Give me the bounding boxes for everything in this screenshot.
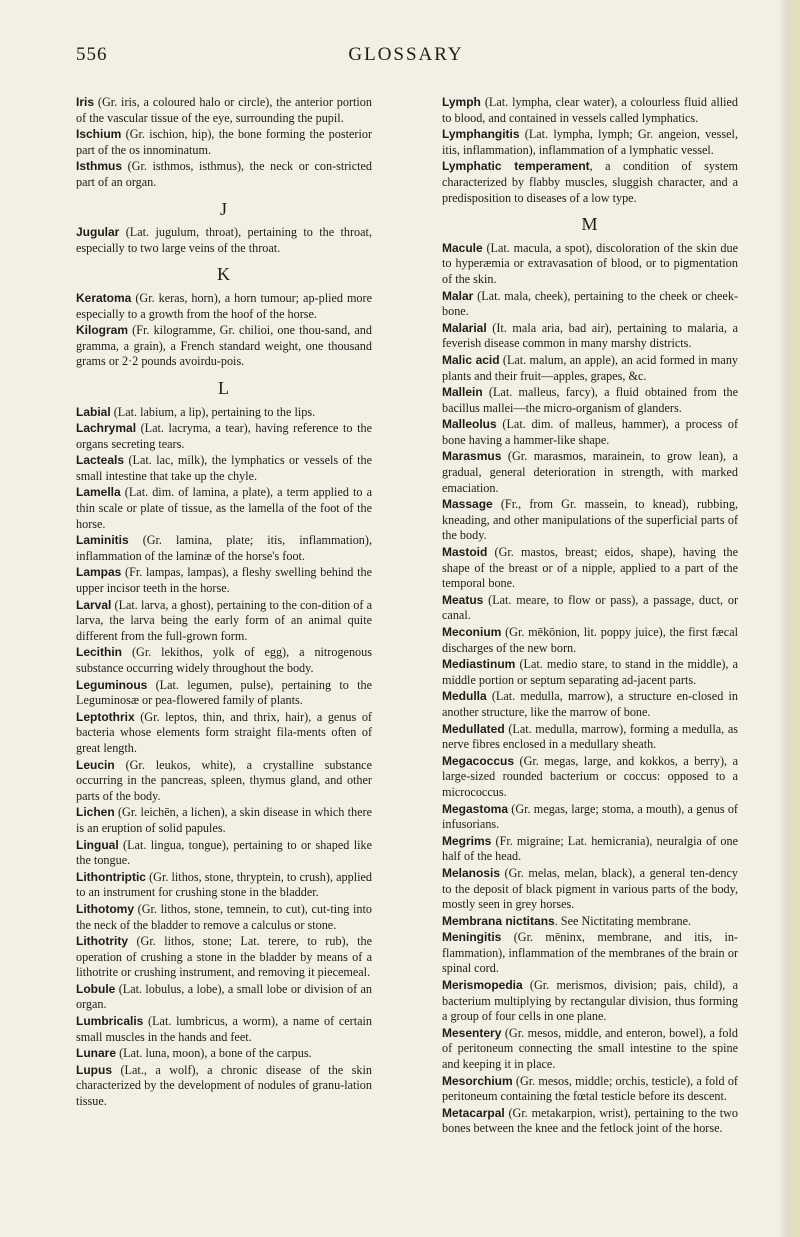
entry-term: Megrims bbox=[442, 833, 492, 848]
glossary-entry bbox=[76, 710, 372, 757]
glossary-entry bbox=[442, 1106, 738, 1137]
entry-term: Lacteals bbox=[76, 453, 125, 468]
glossary-entry bbox=[76, 870, 372, 901]
entry-term: Lingual bbox=[76, 837, 119, 852]
entry-definition: (Gr. megas, large, and kokkos, a berry), a large-sized rounded bacterium or coccus: opposed to a micrococcus. bbox=[442, 753, 738, 799]
entry-term: Leguminous bbox=[76, 677, 148, 692]
entry-definition: (Lat. malleus, farcy), a fluid obtained from the bacillus mallei—the micro-organism of glanders. bbox=[442, 385, 738, 415]
entry-definition: (Lat. legumen, pulse), pertaining to the Leguminosæ or pea-flowered family of plants. bbox=[76, 677, 372, 708]
glossary-entry bbox=[442, 159, 738, 206]
glossary-entry bbox=[76, 225, 372, 256]
entry-term: Ischium bbox=[76, 127, 122, 142]
entry-definition: (Lat. lympha, clear water), a colourless fluid allied to blood, and contained in vessels called lymphatics. bbox=[442, 95, 738, 125]
glossary-entry bbox=[442, 385, 738, 416]
entry-definition: (Gr. merismos, division; pais, child), a bacterium multiplying by rectangular division, thus forming a group of four cells in one plane. bbox=[442, 978, 738, 1024]
entry-term: Lithotomy bbox=[76, 901, 134, 916]
entry-term: Meconium bbox=[442, 625, 502, 639]
left-column bbox=[76, 95, 372, 1111]
entry-term: Larval bbox=[76, 597, 112, 612]
glossary-entry bbox=[76, 405, 372, 421]
entry-definition: (Gr. mēninx, membrane, and itis, in-flammation), inflammation of the membranes of the brain or spinal cord. bbox=[442, 930, 738, 976]
glossary-entry bbox=[76, 934, 372, 981]
entry-term: Marasmus bbox=[442, 449, 502, 464]
entry-definition: (Lat. lobulus, a lobe), a small lobe or division of an organ. bbox=[76, 981, 372, 1012]
entry-term: Lunare bbox=[76, 1046, 117, 1061]
glossary-entry bbox=[76, 838, 372, 869]
entry-term: Kilogram bbox=[76, 323, 129, 338]
page-title: GLOSSARY bbox=[348, 44, 464, 65]
entry-definition: (Lat. mala, cheek), pertaining to the cheek or cheek-bone. bbox=[442, 288, 738, 319]
entry-definition: (Lat. medio stare, to stand in the middle), a middle portion or septum separating ad-jacent parts. bbox=[442, 657, 738, 687]
entry-definition: (Lat. lacryma, a tear), having reference to the organs secreting tears. bbox=[76, 421, 372, 451]
entry-definition: (Gr. mesos, middle; orchis, testicle), a fold of peritoneum containing the fœtal testicle before its descent. bbox=[442, 1073, 738, 1104]
entry-definition: (Gr. keras, horn), a horn tumour; ap-plied more especially to a growth from the hoof of the horse. bbox=[76, 290, 372, 321]
entry-term: Iris bbox=[76, 95, 95, 109]
entry-definition: (Lat., a wolf), a chronic disease of the skin characterized by the development of nodules of granu-lation tissue. bbox=[76, 1062, 372, 1109]
glossary-entry bbox=[442, 657, 738, 688]
entry-definition: (Lat. meare, to flow or pass), a passage, duct, or canal. bbox=[442, 592, 738, 623]
glossary-entry bbox=[76, 1014, 372, 1045]
section-letter: K bbox=[217, 264, 231, 285]
glossary-entry bbox=[442, 449, 738, 496]
entry-term: Leptothrix bbox=[76, 709, 135, 724]
entry-term: Lymphatic temperament bbox=[442, 159, 590, 174]
entry-term: Metacarpal bbox=[442, 1105, 505, 1120]
glossary-entry bbox=[76, 533, 372, 564]
glossary-entry bbox=[76, 758, 372, 805]
entry-definition: (Gr. lithos, stone; Lat. terere, to rub), the operation of crushing a stone in the bladder by means of a lithotrite or crushing instrument, and removing it piecemeal. bbox=[76, 934, 372, 980]
entry-definition: (Fr. migraine; Lat. hemicrania), neuralgia of one half of the head. bbox=[442, 833, 738, 864]
entry-definition: (Lat. lumbricus, a worm), a name of certain small muscles in the hands and feet. bbox=[76, 1014, 372, 1044]
entry-term: Macule bbox=[442, 240, 483, 255]
glossary-entry bbox=[442, 353, 738, 384]
entry-definition: (Gr. mastos, breast; eidos, shape), having the shape of the breast or of a nipple, applied to a part of the temporal bone. bbox=[442, 545, 738, 591]
glossary-entry bbox=[76, 127, 372, 158]
glossary-entry bbox=[442, 497, 738, 544]
entry-definition: (Lat. malum, an apple), an acid formed in many plants and their fruit—apples, grapes, &c. bbox=[442, 352, 739, 383]
entry-term: Mediastinum bbox=[442, 657, 516, 672]
entry-definition: (Lat. labium, a lip), pertaining to the lips. bbox=[110, 404, 316, 419]
glossary-entry bbox=[76, 485, 372, 532]
entry-definition: (Fr., from Gr. massein, to knead), rubbing, kneading, and other manipulations of the superficial parts of the body. bbox=[442, 497, 738, 543]
entry-term: Medullated bbox=[442, 721, 505, 736]
entry-term: Lithotrity bbox=[76, 934, 128, 949]
entry-term: Malarial bbox=[442, 320, 487, 335]
glossary-entry bbox=[76, 95, 372, 126]
glossary-entry bbox=[76, 453, 372, 484]
entry-definition: (Gr. mēkōnion, lit. poppy juice), the first fæcal discharges of the new born. bbox=[442, 625, 738, 655]
entry-definition: (Fr. kilogramme, Gr. chilioi, one thou-sand, and gramma, a grain), a French standard weight, one thousand grams or 2·2 pounds avoirdu-pois. bbox=[76, 323, 372, 369]
glossary-entry bbox=[442, 914, 738, 930]
glossary-entry bbox=[442, 417, 738, 448]
entry-definition: (Gr. lamina, plate; itis, inflammation), inflammation of the laminæ of the horse's foot. bbox=[76, 533, 372, 563]
entry-definition: (Gr. iris, a coloured halo or circle), the anterior portion of the vascular tissue of the eye, surrounding the pupil. bbox=[76, 95, 372, 125]
section-letter: L bbox=[218, 377, 230, 398]
right-column bbox=[442, 95, 738, 1138]
entry-term: Meatus bbox=[442, 592, 484, 607]
entry-definition: (Lat. larva, a ghost), pertaining to the con-dition of a larva, the larva being the early form of an animal quite different from the full-grown form. bbox=[76, 597, 372, 643]
glossary-entry bbox=[76, 421, 372, 452]
entry-term: Merismopedia bbox=[442, 978, 523, 993]
glossary-entry bbox=[442, 689, 738, 720]
entry-term: Massage bbox=[442, 497, 493, 512]
entry-term: Laminitis bbox=[76, 533, 129, 548]
entry-term: Malleolus bbox=[442, 417, 497, 432]
running-head bbox=[76, 44, 736, 74]
entry-term: Lymphangitis bbox=[442, 127, 520, 142]
entry-term: Malar bbox=[442, 288, 474, 303]
glossary-entry bbox=[442, 127, 738, 158]
entry-term: Melanosis bbox=[442, 865, 501, 880]
glossary-entry bbox=[442, 289, 738, 320]
entry-term: Labial bbox=[76, 404, 111, 419]
glossary-entry bbox=[76, 1046, 372, 1062]
entry-term: Mesentery bbox=[442, 1025, 502, 1040]
entry-term: Lumbricalis bbox=[76, 1014, 144, 1029]
entry-term: Lupus bbox=[76, 1062, 112, 1077]
glossary-entry bbox=[442, 930, 738, 977]
glossary-entry bbox=[76, 159, 372, 190]
section-letter: J bbox=[219, 198, 228, 219]
glossary-entry bbox=[76, 902, 372, 933]
entry-definition: (Gr. marasmos, marainein, to grow lean), a gradual, general deterioration in strength, with marked emaciation. bbox=[442, 449, 738, 495]
glossary-entry bbox=[442, 545, 738, 592]
entry-term: Lachrymal bbox=[76, 421, 137, 436]
glossary-entry bbox=[442, 834, 738, 865]
glossary-entry bbox=[442, 754, 738, 801]
entry-term: Malic acid bbox=[442, 352, 500, 367]
glossary-entry bbox=[76, 598, 372, 645]
glossary-entry bbox=[76, 805, 372, 836]
entry-definition: (It. mala aria, bad air), pertaining to malaria, a feverish disease common in many marshy districts. bbox=[442, 320, 738, 351]
entry-definition: (Lat. luna, moon), a bone of the carpus. bbox=[116, 1046, 312, 1061]
entry-definition: (Lat. dim. of malleus, hammer), a process of bone having a hammer-like shape. bbox=[442, 417, 738, 447]
entry-term: Lampas bbox=[76, 565, 122, 580]
entry-definition: (Gr. ischion, hip), the bone forming the posterior part of the os innominatum. bbox=[76, 127, 372, 157]
entry-definition: (Gr. leichēn, a lichen), a skin disease in which there is an eruption of solid papules. bbox=[76, 805, 372, 835]
entry-definition: (Gr. leukos, white), a crystalline substance occurring in the pancreas, spleen, thymus gland, and other parts of the body. bbox=[76, 757, 372, 803]
entry-definition: . See Nictitating membrane. bbox=[554, 913, 692, 928]
section-letter: M bbox=[581, 214, 599, 235]
entry-term: Jugular bbox=[76, 225, 120, 240]
glossary-entry bbox=[442, 866, 738, 913]
glossary-entry bbox=[76, 291, 372, 322]
glossary-entry bbox=[442, 321, 738, 352]
glossary-entry bbox=[442, 593, 738, 624]
entry-term: Mastoid bbox=[442, 545, 488, 560]
glossary-entry bbox=[76, 678, 372, 709]
glossary-entry bbox=[76, 565, 372, 596]
entry-definition: (Gr. mesos, middle, and enteron, bowel), a fold of peritoneum connecting the small intestine to the spine and keeping it in place. bbox=[442, 1025, 738, 1072]
entry-term: Keratoma bbox=[76, 290, 132, 305]
glossary-entry bbox=[442, 625, 738, 656]
entry-term: Lecithin bbox=[76, 645, 123, 660]
glossary-entry bbox=[442, 95, 738, 126]
entry-term: Isthmus bbox=[76, 159, 123, 174]
glossary-entry bbox=[442, 241, 738, 288]
glossary-entry bbox=[76, 323, 372, 370]
entry-definition: (Gr. isthmos, isthmus), the neck or con-stricted part of an organ. bbox=[76, 159, 372, 189]
entry-term: Lichen bbox=[76, 805, 115, 820]
entry-term: Lamella bbox=[76, 485, 121, 500]
entry-definition: (Lat. dim. of lamina, a plate), a term applied to a thin scale or plate of tissue, as the lamella of the foot of the horse. bbox=[76, 485, 372, 531]
entry-definition: (Gr. lithos, stone, temnein, to cut), cut-ting into the neck of the bladder to remove a calculus or stone. bbox=[76, 901, 372, 932]
entry-definition: (Lat. lympha, lymph; Gr. angeion, vessel, itis, inflammation), inflammation of a lymphatic vessel. bbox=[442, 127, 738, 157]
entry-term: Lithontriptic bbox=[76, 869, 146, 884]
glossary-entry bbox=[442, 978, 738, 1025]
entry-definition: (Lat. macula, a spot), discoloration of the skin due to hyperæmia or extravasation of blood, or to pigmentation of the skin. bbox=[442, 240, 738, 286]
entry-term: Mallein bbox=[442, 385, 483, 400]
entry-term: Membrana nictitans bbox=[442, 913, 555, 928]
entry-term: Lymph bbox=[442, 95, 481, 109]
entry-term: Megacoccus bbox=[442, 753, 515, 768]
glossary-entry bbox=[76, 982, 372, 1013]
entry-definition: (Gr. megas, large; stoma, a mouth), a genus of infusorians. bbox=[442, 801, 738, 832]
entry-definition: (Lat. medulla, marrow), forming a medulla, as nerve fibres enclosed in a medullary sheath. bbox=[442, 721, 738, 752]
entry-definition: (Gr. metakarpion, wrist), pertaining to the two bones between the knee and the fetlock joint of the horse. bbox=[442, 1105, 738, 1136]
entry-definition: (Gr. lekithos, yolk of egg), a nitrogenous substance occurring widely throughout the body. bbox=[76, 645, 372, 675]
entry-definition: (Gr. leptos, thin, and thrix, hair), a genus of bacteria whose elements form straight fila-ments often of great length. bbox=[76, 709, 372, 755]
entry-definition: (Lat. lingua, tongue), pertaining to or shaped like the tongue. bbox=[76, 837, 372, 868]
page-number: 556 bbox=[76, 44, 108, 65]
entry-definition: (Lat. jugulum, throat), pertaining to the throat, especially to two large veins of the throat. bbox=[76, 225, 372, 255]
entry-definition: (Gr. melas, melan, black), a general ten-dency to the deposit of black pigment in various parts of the body, mostly seen in grey horses. bbox=[442, 865, 738, 912]
glossary-entry bbox=[442, 802, 738, 833]
entry-definition: (Fr. lampas, lampas), a fleshy swelling behind the upper incisor teeth in the horse. bbox=[76, 565, 372, 596]
glossary-entry bbox=[442, 1074, 738, 1105]
entry-definition: , a condition of system characterized by flabby muscles, sluggish character, and a predisposition to diseases of a low type. bbox=[442, 159, 738, 205]
entry-term: Megastoma bbox=[442, 801, 509, 816]
entry-term: Leucin bbox=[76, 757, 115, 772]
entry-definition: (Lat. medulla, marrow), a structure en-closed in another structure, like the marrow of bone. bbox=[442, 689, 738, 719]
entry-term: Lobule bbox=[76, 981, 116, 996]
entry-term: Meningitis bbox=[442, 930, 502, 945]
entry-term: Mesorchium bbox=[442, 1073, 513, 1088]
glossary-entry bbox=[76, 1063, 372, 1110]
glossary-entry bbox=[442, 722, 738, 753]
glossary-entry bbox=[76, 645, 372, 676]
page-edge-shading bbox=[778, 0, 800, 1237]
entry-definition: (Gr. lithos, stone, thryptein, to crush), applied to an instrument for crushing stone in the bladder. bbox=[76, 869, 372, 900]
entry-definition: (Lat. lac, milk), the lymphatics or vessels of the small intestine that take up the chyle. bbox=[76, 453, 372, 483]
glossary-entry bbox=[442, 1026, 738, 1073]
entry-term: Medulla bbox=[442, 689, 487, 704]
